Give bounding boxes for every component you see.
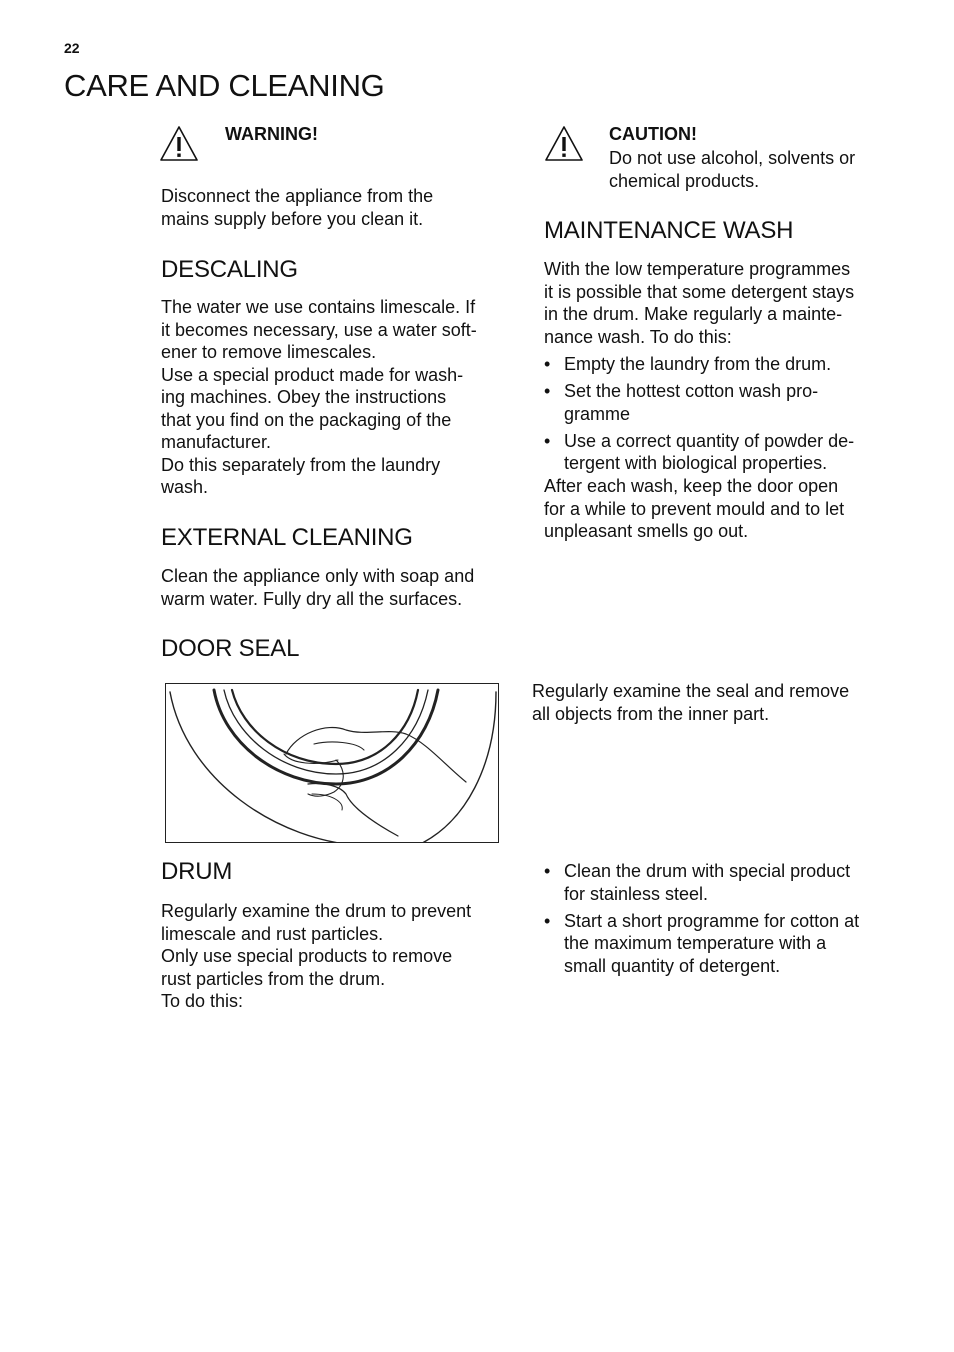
door-seal-text: Regularly examine the seal and remove all objects from the inner part.	[532, 681, 850, 724]
caution-label: CAUTION!	[609, 124, 697, 144]
door-seal-drawing	[166, 684, 499, 843]
bullet: •	[544, 381, 551, 401]
maintenance-wash-heading: MAINTENANCE WASH	[544, 217, 794, 244]
door-seal-heading: DOOR SEAL	[161, 635, 300, 662]
page-title: CARE AND CLEANING	[64, 68, 385, 103]
page-number: 22	[64, 40, 80, 56]
drum-steps	[544, 860, 924, 982]
drum-heading: DRUM	[161, 858, 233, 885]
caution-triangle-icon	[544, 125, 584, 162]
maintenance-wash-outro: After each wash, keep the door open for a while to prevent mould and to let unpleasant smells go out.	[544, 476, 845, 541]
maintenance-wash-intro: With the low temperature programmes it is possible that some detergent stays in the drum. Make regularly a mainte- nance wash. To do this:	[544, 259, 855, 347]
list-item: • Use a correct quantity of powder de- tergent with biological properties.	[544, 430, 855, 473]
maintenance-wash-steps	[544, 353, 924, 479]
descaling-text: The water we use contains limescale. If it becomes necessary, use a water soft- ener to remove limescales. Use a special product made for wash- ing machines. Obey the instructions that you find on the packaging of the manufacturer. Do this separately from the laundry wash.	[161, 297, 477, 497]
bullet: •	[544, 354, 551, 374]
descaling-heading: DESCALING	[161, 256, 298, 283]
door-seal-illustration	[165, 683, 499, 843]
external-cleaning-heading: EXTERNAL CLEANING	[161, 524, 413, 551]
list-item: • Clean the drum with special product for stainless steel.	[544, 861, 851, 904]
drum-text: Regularly examine the drum to prevent limescale and rust particles. Only use special products to remove rust particles from the drum. To do this:	[161, 901, 472, 1011]
list-item: • Empty the laundry from the drum.	[544, 354, 832, 374]
list-item: • Start a short programme for cotton at the maximum temperature with a small quantity of detergent.	[544, 910, 860, 976]
external-cleaning-text: Clean the appliance only with soap and warm water. Fully dry all the surfaces.	[161, 566, 475, 609]
bullet: •	[544, 430, 551, 451]
bullet: •	[544, 861, 551, 881]
warning-text: Disconnect the appliance from the mains supply before you clean it.	[161, 186, 434, 229]
list-item: • Set the hottest cotton wash pro- gramme	[544, 381, 819, 424]
bullet: •	[544, 910, 551, 931]
caution-text: Do not use alcohol, solvents or chemical products.	[609, 148, 856, 191]
warning-triangle-icon	[159, 125, 199, 162]
warning-label: WARNING!	[225, 124, 318, 144]
